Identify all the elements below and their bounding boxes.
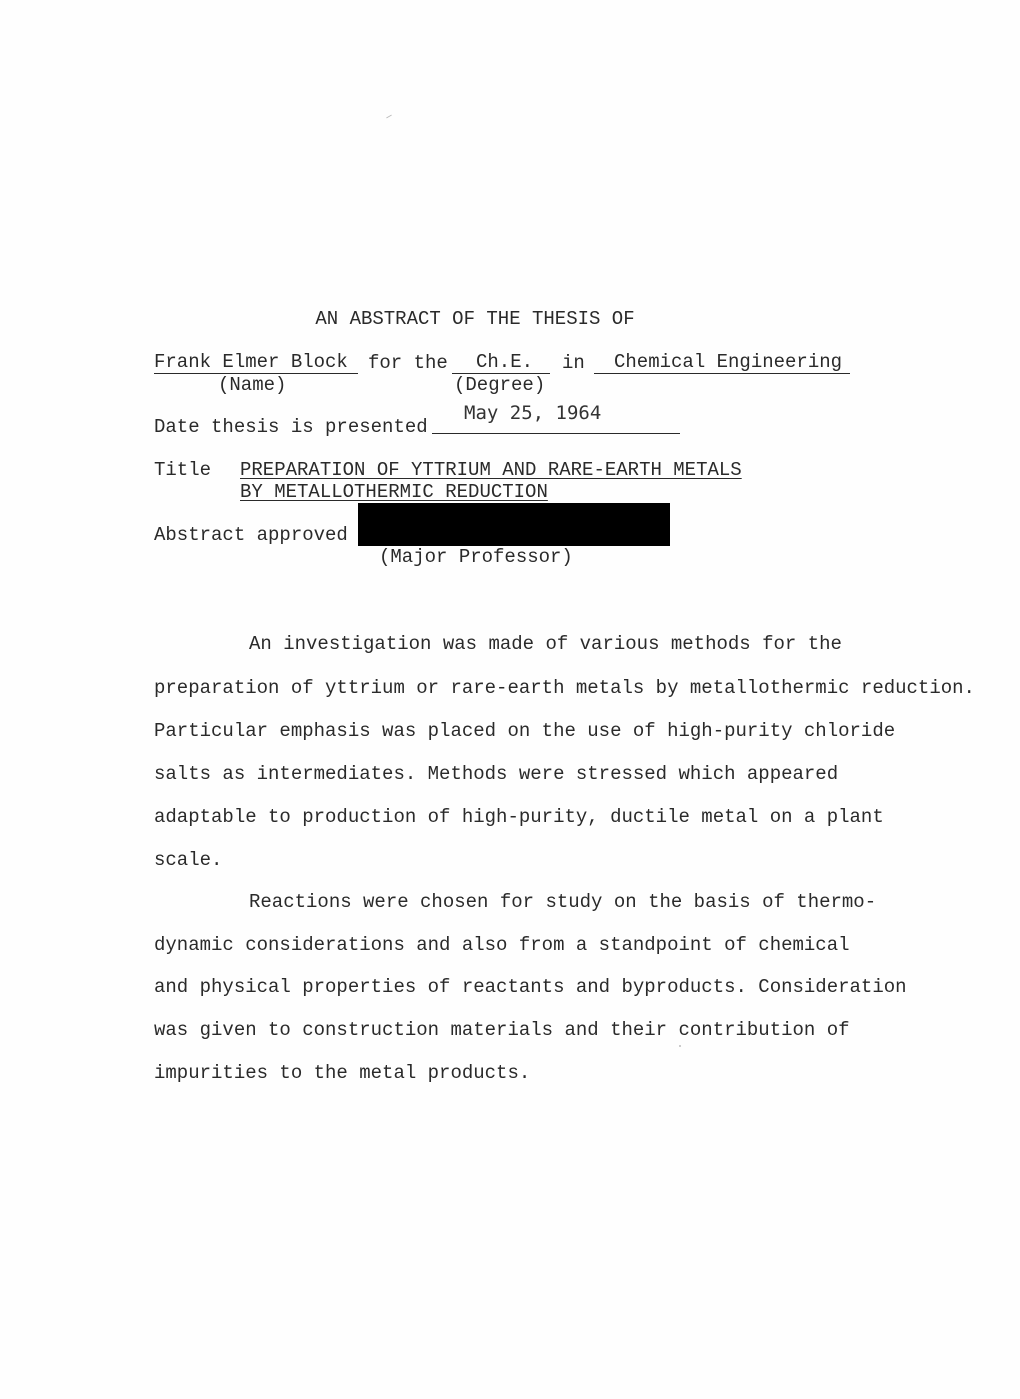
date-value: May 25, 1964	[464, 402, 602, 424]
redacted-signature	[358, 503, 670, 546]
date-underline	[432, 433, 680, 434]
for-the-text: for the	[368, 352, 448, 374]
degree-value: Ch.E.	[476, 351, 534, 373]
name-value: Frank Elmer Block	[154, 351, 348, 373]
major-value: Chemical Engineering	[614, 351, 843, 373]
title-line-2: BY METALLOTHERMIC REDUCTION	[240, 481, 548, 503]
approver-caption: (Major Professor)	[379, 546, 573, 568]
scan-speck	[386, 115, 392, 119]
in-text: in	[562, 352, 585, 374]
title-line-1: PREPARATION OF YTTRIUM AND RARE-EARTH METALS	[240, 459, 742, 481]
paragraph-1-line-4: salts as intermediates. Methods were stressed which appeared	[154, 763, 839, 785]
degree-field	[452, 352, 550, 374]
paragraph-2-line-1: Reactions were chosen for study on the basis of thermo-	[249, 891, 877, 913]
paragraph-1-line-6: scale.	[154, 849, 223, 871]
title-label: Title	[154, 459, 212, 481]
approved-label: Abstract approved	[154, 524, 348, 546]
major-field	[594, 352, 850, 374]
degree-caption: (Degree)	[454, 374, 546, 396]
paragraph-1-line-5: adaptable to production of high-purity, ductile metal on a plant	[154, 806, 884, 828]
date-label: Date thesis is presented	[154, 416, 428, 438]
paragraph-1-line-1: An investigation was made of various methods for the	[249, 633, 842, 655]
paragraph-1-line-3: Particular emphasis was placed on the use of high-purity chloride	[154, 720, 896, 742]
document-heading: AN ABSTRACT OF THE THESIS OF	[315, 308, 635, 330]
paragraph-2-line-5: impurities to the metal products.	[154, 1062, 531, 1084]
paragraph-2-line-2: dynamic considerations and also from a standpoint of chemical	[154, 934, 850, 956]
paragraph-2-line-3: and physical properties of reactants and byproducts. Consideration	[154, 976, 907, 998]
name-field	[154, 352, 358, 374]
paragraph-2-line-4: was given to construction materials and their contribution of	[154, 1019, 850, 1041]
name-caption: (Name)	[218, 374, 287, 396]
paragraph-1-line-2: preparation of yttrium or rare-earth metals by metallothermic reduction.	[154, 677, 975, 699]
scan-speck	[679, 1045, 681, 1047]
